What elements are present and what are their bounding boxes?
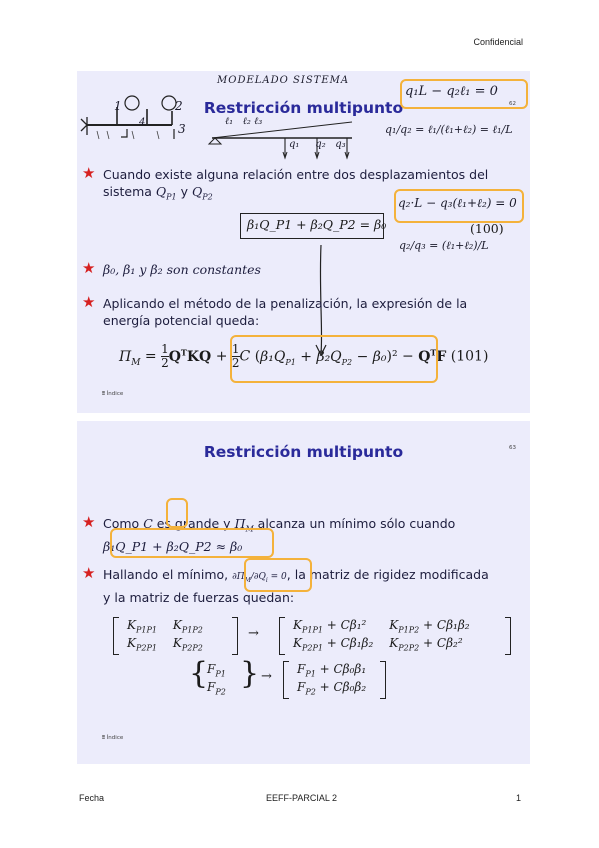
confidential-label: Confidencial [473, 37, 523, 47]
handwritten-node-2: 2 [175, 99, 183, 113]
math-pi-m: $\Pi_M$ [234, 516, 254, 534]
text-hallando: Hallando el mínimo, [103, 567, 229, 582]
equation-100-number: (100) [470, 221, 504, 236]
star-bullet-icon: ★ [82, 259, 96, 277]
bullet-text-line1: Aplicando el método de la penalización, la expresión de la [103, 296, 468, 311]
text-matriz-fuerzas: y la matriz de fuerzas quedan: [103, 589, 295, 605]
text-alcanza: alcanza un mínimo sólo cuando [257, 516, 456, 531]
footer-date-label: Fecha [79, 793, 105, 803]
math-qp2: $Q_{P2}$ [192, 184, 213, 202]
stiffness-matrix-modified: $K_{P1P1} + C\beta_1^2$ $K_{P1P2} + C\beta_1\beta_2$ $K_{P2P1} + C\beta_1\beta_2$ $K_{P2P2} + C\beta_2^2$ [293, 618, 470, 653]
star-bullet-icon: ★ [82, 564, 96, 582]
index-link[interactable]: ⩩ Índice [102, 391, 124, 397]
force-vector-modified: $F_{P1} + C\beta_0\beta_1$ $F_{P2} + C\beta_0\beta_2$ [297, 662, 367, 697]
arrow-icon: → [261, 669, 272, 684]
math-constraint-approx: β₁Q_P1 + β₂Q_P2 ≈ β₀ [103, 538, 243, 554]
highlight-box-approx [110, 528, 274, 558]
text-es-grande: es grande y [156, 516, 231, 531]
equation-100: β₁Q_P1 + β₂Q_P2 = β₀ [247, 217, 387, 232]
slide-63 [77, 421, 530, 764]
footer-page-number: 1 [516, 793, 522, 803]
star-bullet-icon: ★ [82, 513, 96, 531]
force-vector-original: $F_{P1}$ $F_{P2}$ [207, 662, 226, 697]
handwritten-node-1: 1 [114, 99, 122, 113]
star-bullet-icon: ★ [82, 293, 96, 311]
handwritten-top-note: MODELADO SISTEMA [217, 75, 350, 86]
bullet-text-line2: sistema [103, 184, 152, 199]
bracket-right [232, 617, 238, 655]
equation-101-number: (101) [450, 348, 489, 365]
arrow-icon: → [248, 626, 259, 641]
handwritten-node-3: 3 [178, 122, 186, 136]
equation-101: $\Pi_M$ = 1 $2Q^TKQ$ + 1 2C $(\beta_1Q_{P1} + \beta_2Q_{P2} - \beta_0)^2 - Q^TF$ (101) [119, 342, 489, 370]
math-c: C [143, 516, 153, 531]
slide-title: Restricción multipunto [203, 443, 404, 461]
bullet-penalty [82, 293, 504, 329]
highlight-box-penalty [230, 335, 438, 383]
math-qp1: $Q_{P1}$ [155, 184, 177, 202]
bullet-relation: ★ Cuando existe alguna relación entre dos desplazamientos del sistema $Q_{P1}$ y $Q_{P2}$ [82, 164, 489, 202]
handwritten-constraint: q₁L − q₂ℓ₁ = 0 [405, 84, 498, 99]
highlight-box-derivative [244, 558, 312, 592]
handwritten-beam-loads: q₁ q₂ q₃ [289, 139, 346, 150]
bullet-text-line2: energía potencial queda: [103, 313, 260, 328]
text-como: Como [103, 516, 140, 531]
text-matriz-rigidez: , la matriz de rigidez modificada [286, 567, 489, 582]
brace-right: } [240, 656, 260, 691]
slide-page-number: 62 [509, 101, 516, 107]
handwritten-ratio1: q₁/q₂ = ℓ₁/(ℓ₁+ℓ₂) = ℓ₁/L [385, 123, 513, 136]
highlight-box-c [166, 498, 188, 528]
handwritten-structure-sketch [77, 89, 197, 149]
math-derivative: $\partial\Pi_M/\partial Q_i = 0$ [232, 572, 287, 584]
slide-62 [77, 71, 530, 413]
bracket-right [380, 661, 386, 699]
handwritten-node-4: 4 [139, 117, 146, 128]
handwritten-beam-labels: ℓ₁ ℓ₂ ℓ₃ [225, 116, 263, 127]
handwritten-constraint2: q₂·L − q₃(ℓ₁+ℓ₂) = 0 [398, 196, 517, 210]
handwritten-ratio2: q₂/q₃ = (ℓ₁+ℓ₂)/L [399, 239, 489, 252]
bullet-constants [82, 259, 504, 278]
footer-document-name: EEFF-PARCIAL 2 [266, 793, 338, 803]
star-bullet-icon: ★ [82, 164, 96, 182]
index-link[interactable]: ⩩ Índice [102, 735, 124, 741]
slide-title: Restricción multipunto [203, 99, 404, 117]
brace-left: { [189, 656, 209, 691]
bullet-text: β₀, β₁ y β₂ son constantes [103, 262, 261, 277]
slide-page-number: 63 [509, 445, 516, 451]
bracket-right [505, 617, 511, 655]
stiffness-matrix-original: $K_{P1P1}$ $K_{P1P2}$ $K_{P2P1}$ $K_{P2P2}$ [127, 618, 203, 653]
bullet-text-line1: Cuando existe alguna relación entre dos desplazamientos del [103, 167, 489, 182]
